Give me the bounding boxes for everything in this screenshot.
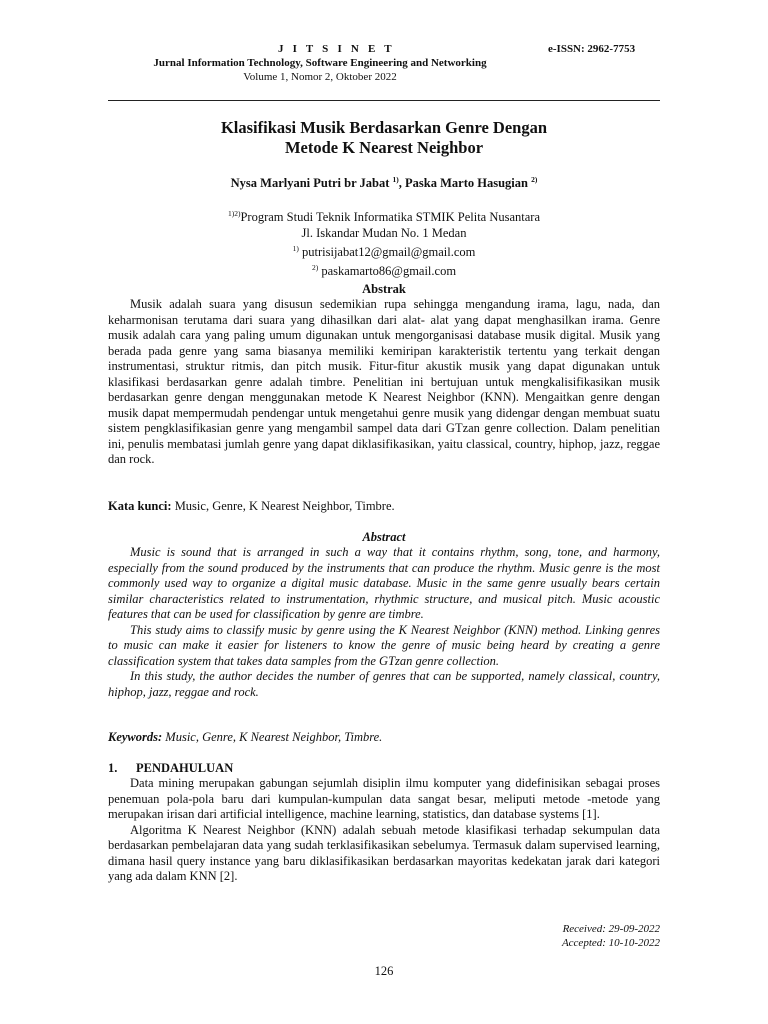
kata-kunci-label: Kata kunci:	[108, 499, 172, 513]
journal-full-name: Jurnal Information Technology, Software Engineering and Networking	[153, 57, 487, 69]
received-date: Received: 29-09-2022	[562, 923, 660, 935]
author-1: Nysa Marlyani Putri br Jabat	[230, 176, 390, 191]
abstract-paragraph-1: Music is sound that is arranged in such a way that it contains rhythm, song, tone, and harmony, especially from the sound produced by the instruments that can produce the rhythm. Music genre is the most commonly used way to organize a digital music database. Music in the same genre usually bears certain similar characteristics related to instrumentation, rhythmic structure, and musical pitch. Music acoustic features that can be used for classification by genre are timbre.	[108, 545, 660, 621]
email-1-marker: 1)	[292, 244, 299, 254]
affiliation-block	[108, 206, 660, 279]
affiliation-address: Jl. Iskandar Mudan No. 1 Medan	[301, 226, 467, 241]
paper-title-line-2: Metode K Nearest Neighbor	[284, 138, 484, 157]
email-2: paskamarto86@gmail.com	[321, 264, 457, 279]
section-heading	[108, 761, 233, 776]
abstrak-paragraph: Musik adalah suara yang disusun sedemikian rupa sehingga mengandung irama, lagu, nada, dan keharmonisan terutama dari suara yang dihasilkan dari alat- alat yang dapat menghasilkan irama. Genre musik adalah cara yang paling umum digunakan untuk mengorganisasi database musik digital. Musik yang berada pada genre yang sama biasanya memiliki kemiripan karakteristik tertentu yang terkait dengan instrumentasi, struktur ritmis, dan pitch musik. Fitur-fitur akustik musik yang dapat digunakan untuk klasifikasi berdasarkan genre adalah timbre. Penelitian ini bertujuan untuk mengkalisifikasikan musik berdasarkan genre dengan menggunakan metode K Nearest Neighbor (KNN). Mengaitkan genre dengan musik dapat mempermudah pendengar untuk mengetahui genre musik yang didengar dengan membuat suatu sistem pengklasifikasian genre yang mengambil sampel data dari GTzan genre collection. Dalam penelitian ini, penulis membatasi jumlah genre yang dapat diklasifikasikan, yaitu classical, country, hiphop, jazz, reggae dan rock.	[108, 297, 660, 466]
paper-title	[108, 118, 660, 158]
accepted-date: Accepted: 10-10-2022	[561, 937, 660, 949]
kata-kunci-values: Music, Genre, K Nearest Neighbor, Timbre.	[171, 499, 395, 513]
kata-kunci	[108, 499, 660, 514]
abstract-body	[108, 545, 660, 700]
page-number: 126	[374, 964, 394, 978]
author-list	[108, 175, 660, 191]
section-paragraph-1: Data mining merupakan gabungan sejumlah disiplin ilmu komputer yang didefinisikan sebagai proses penemuan pola-pola baru dari kumpulan-kumpulan data sangat besar, meliputi metode -metode yang merupakan irisan dari artificial intelligence, machine learning, statistics, dan database systems [1].	[108, 776, 660, 821]
submission-dates	[562, 922, 660, 950]
paper-title-line-1: Klasifikasi Musik Berdasarkan Genre Dengan	[220, 118, 548, 137]
keywords	[108, 730, 660, 745]
section-paragraph-2: Algoritma K Nearest Neighbor (KNN) adalah sebuah metode klasifikasi terhadap sekumpulan data berdasarkan pembelajaran data yang sudah terklasifikasikan sebelumya. Termasuk dalam supervised learning, dimana hasil query instance yang baru diklasifikasikan berdasarkan mayoritas kedekatan jarak dari kategori yang ada dalam KNN [2].	[108, 822, 660, 883]
affiliation-email-1	[108, 241, 660, 260]
header-divider	[108, 100, 660, 101]
journal-issn: e-ISSN: 2962-7753	[548, 43, 636, 55]
journal-volume: Volume 1, Nomor 2, Oktober 2022	[243, 71, 397, 83]
section-number: 1.	[108, 761, 118, 775]
affiliation-program	[108, 206, 660, 225]
abstract-paragraph-2: This study aims to classify music by genre using the K Nearest Neighbor (KNN) method. Linking genres to music can make it easier for listeners to know the genre of music being heard by creating a genre classification system that takes data samples from the GTzan genre collection.	[108, 622, 660, 668]
abstract-paragraph-3: In this study, the author decides the number of genres that can be supported, namely classical, country, hiphop, jazz, reggae and rock.	[108, 669, 660, 699]
affiliation-program-name: Program Studi Teknik Informatika STMIK Pelita Nusantara	[240, 210, 541, 225]
abstrak-heading: Abstrak	[362, 282, 406, 296]
affiliation-email-2	[108, 260, 660, 279]
author-separator: ,	[398, 176, 406, 191]
section-title: PENDAHULUAN	[136, 761, 234, 775]
abstrak-body	[108, 297, 660, 468]
keywords-values: Music, Genre, K Nearest Neighbor, Timbre.	[162, 730, 383, 744]
journal-abbrev: J I T S I N E T	[278, 43, 395, 55]
author-2: Paska Marto Hasugian	[405, 176, 528, 191]
email-1: putrisijabat12@gmail@gmail.com	[302, 245, 476, 260]
affiliation-marker: 1)2)	[227, 209, 241, 218]
email-2-marker: 2)	[311, 263, 319, 273]
author-1-marker: 1)	[392, 175, 399, 184]
section-body	[108, 776, 660, 885]
author-2-marker: 2)	[531, 175, 538, 184]
abstract-heading: Abstract	[362, 530, 406, 544]
keywords-label: Keywords:	[108, 730, 163, 744]
